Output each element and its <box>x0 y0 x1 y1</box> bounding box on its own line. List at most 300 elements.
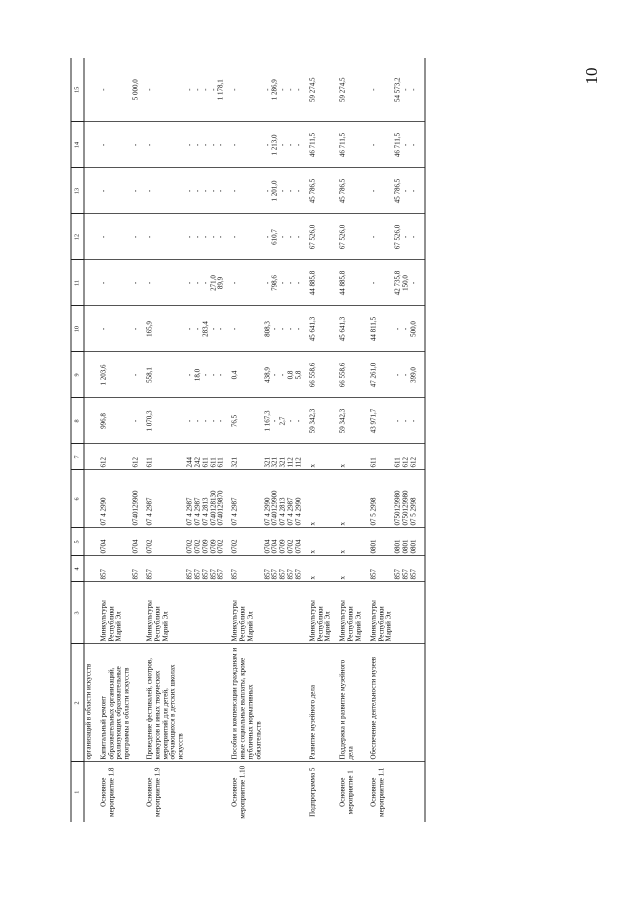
table-cell: 612 <box>94 444 132 470</box>
table-cell <box>84 260 94 306</box>
table-cell: 399,0 <box>410 352 424 398</box>
table-cell: 798,6 <box>272 260 280 306</box>
table-cell: 857 <box>410 556 424 582</box>
table-cell: 611 <box>140 444 186 470</box>
table-cell: 857 <box>94 556 132 582</box>
table-cell <box>202 762 210 822</box>
table-cell: 59 274,5 <box>334 58 364 122</box>
table-cell: 612 <box>133 444 141 470</box>
table-cell: - <box>94 214 132 260</box>
table-cell <box>133 582 141 644</box>
table-cell: Подпрограмма 5 <box>308 767 317 817</box>
table-cell: х <box>334 556 364 582</box>
table-row <box>364 58 394 822</box>
table-cell <box>218 582 226 644</box>
table-cell: 808,3 <box>264 306 272 352</box>
table-cell: 0740129870 <box>218 470 226 528</box>
table-cell: - <box>364 58 394 122</box>
column-header: 15 <box>71 58 84 122</box>
table-cell: 0740129900 <box>133 470 141 528</box>
table-cell: 558,1 <box>140 352 186 398</box>
column-header: 2 <box>71 644 84 762</box>
table-cell: - <box>133 168 141 214</box>
table-cell: - <box>140 58 186 122</box>
table-cell <box>295 762 303 822</box>
table-cell: - <box>264 122 272 168</box>
column-header: 1 <box>71 762 84 822</box>
table-cell: - <box>364 260 394 306</box>
table-cell: - <box>295 306 303 352</box>
table-cell: 244 <box>187 444 195 470</box>
table-cell: - <box>218 398 226 444</box>
table-cell <box>295 582 303 644</box>
table-cell: 857 <box>364 556 394 582</box>
table-cell: - <box>288 260 296 306</box>
table-cell: 46 711,5 <box>303 122 333 168</box>
table-cell <box>280 644 288 762</box>
table-cell: 07 4 2990 <box>295 470 303 528</box>
table-cell: 1 070,3 <box>140 398 186 444</box>
table-cell <box>264 644 272 762</box>
table-cell <box>84 168 94 214</box>
table-cell: - <box>410 398 424 444</box>
table-cell: 54 573,2 <box>395 58 403 122</box>
table-cell: - <box>202 58 210 122</box>
table-cell <box>395 762 403 822</box>
table-cell: - <box>218 306 226 352</box>
table-cell <box>295 644 303 762</box>
column-header: 12 <box>71 214 84 260</box>
table-cell: - <box>295 58 303 122</box>
table-cell: - <box>280 214 288 260</box>
table-cell: 0704 <box>295 528 303 556</box>
table-cell: - <box>410 58 424 122</box>
table-cell: 45 641,3 <box>334 306 364 352</box>
table-cell: - <box>295 214 303 260</box>
table-cell <box>84 352 94 398</box>
table-cell: 857 <box>218 556 226 582</box>
table-cell: Основное мероприятие 1.10 <box>230 765 247 819</box>
table-cell: - <box>280 260 288 306</box>
table-cell: - <box>295 122 303 168</box>
table-cell: 271,0 <box>210 260 218 306</box>
table-cell: - <box>202 398 210 444</box>
table-cell <box>410 644 424 762</box>
table-cell: х <box>334 528 364 556</box>
table-cell <box>187 762 195 822</box>
column-header: 13 <box>71 168 84 214</box>
table-cell <box>84 306 94 352</box>
table-cell: - <box>218 122 226 168</box>
table-cell: 45 786,5 <box>334 168 364 214</box>
table-cell: 0801 <box>364 528 394 556</box>
table-cell: - <box>210 398 218 444</box>
table-cell <box>280 582 288 644</box>
table-cell: - <box>295 260 303 306</box>
table-cell: 438,9 <box>264 352 272 398</box>
table-cell <box>84 444 94 470</box>
table-cell: организаций в области искусств <box>84 644 94 762</box>
table-cell: - <box>288 398 296 444</box>
table-cell <box>84 58 94 122</box>
table-cell: 45 786,5 <box>303 168 333 214</box>
table-cell: 112 <box>295 444 303 470</box>
table-cell: - <box>187 306 195 352</box>
table-cell: - <box>402 352 410 398</box>
table-cell: - <box>218 214 226 260</box>
table-cell: 0704 <box>272 528 280 556</box>
table-cell: - <box>288 214 296 260</box>
table-cell: 1 178,1 <box>218 58 226 122</box>
table-cell: - <box>210 306 218 352</box>
table-row <box>84 58 94 822</box>
table-cell: 67 526,0 <box>395 214 403 260</box>
table-cell: Обеспечение деятельности музеев <box>364 644 394 762</box>
table-cell: 611 <box>218 444 226 470</box>
table-cell: 0740129900 <box>272 470 280 528</box>
table-cell: - <box>272 398 280 444</box>
table-cell: - <box>140 168 186 214</box>
table-cell: Капитальный ремонт образовательных организаций, реализующих образовательные программы в области искусств <box>94 644 132 762</box>
table-cell: Основное мероприятие 1.9 <box>145 767 162 817</box>
table-cell: 0750129980 <box>395 470 403 528</box>
table-cell <box>84 122 94 168</box>
table-row <box>402 58 410 822</box>
table-cell: - <box>194 168 202 214</box>
table-body <box>84 58 425 822</box>
table-row <box>94 58 132 822</box>
table-cell: 0704 <box>133 528 141 556</box>
table-cell: - <box>280 122 288 168</box>
table-cell: х <box>303 470 333 528</box>
table-cell: 18,0 <box>194 352 202 398</box>
column-header: 4 <box>71 556 84 582</box>
table-row <box>218 58 226 822</box>
table-cell: 44 885,8 <box>303 260 333 306</box>
table-cell: 150,0 <box>402 260 410 306</box>
table-cell: - <box>94 168 132 214</box>
table-cell <box>84 556 94 582</box>
table-cell: - <box>410 260 424 306</box>
table-cell <box>280 762 288 822</box>
table-cell: 611 <box>202 444 210 470</box>
table-cell: 59 342,3 <box>334 398 364 444</box>
table-cell <box>84 582 94 644</box>
table-cell: Минкультуры Республики Марий Эл <box>94 582 132 644</box>
table-cell: 5 000,0 <box>133 58 141 122</box>
table-cell: 0702 <box>226 528 264 556</box>
table-cell: - <box>410 214 424 260</box>
table-cell <box>264 762 272 822</box>
table-cell <box>264 582 272 644</box>
table-cell: 0801 <box>410 528 424 556</box>
table-row <box>334 58 364 822</box>
table-cell <box>84 528 94 556</box>
table-cell: - <box>187 214 195 260</box>
table-cell: 857 <box>288 556 296 582</box>
table-cell: 45 641,3 <box>303 306 333 352</box>
table-cell: - <box>288 168 296 214</box>
table-cell: - <box>210 122 218 168</box>
table-cell: х <box>303 528 333 556</box>
table-cell: 611 <box>364 444 394 470</box>
table-cell: Минкультуры Республики Марий Эл <box>364 582 394 644</box>
table-cell: 611 <box>210 444 218 470</box>
table-cell: 44 811,5 <box>364 306 394 352</box>
table-cell: 857 <box>395 556 403 582</box>
table-cell: - <box>226 122 264 168</box>
table-cell: 500,0 <box>410 306 424 352</box>
table-cell <box>272 762 280 822</box>
table-cell: - <box>264 168 272 214</box>
table-cell: 66 558,6 <box>334 352 364 398</box>
table-cell: - <box>194 306 202 352</box>
table-cell: 67 526,0 <box>334 214 364 260</box>
table-cell: Минкультуры Республики Марий Эл <box>303 582 333 644</box>
table-row <box>194 58 202 822</box>
table-cell <box>133 644 141 762</box>
table-row <box>202 58 210 822</box>
table-cell: 321 <box>264 444 272 470</box>
table-cell: - <box>94 58 132 122</box>
table-cell: 44 885,8 <box>334 260 364 306</box>
column-header: 6 <box>71 470 84 528</box>
table-cell: - <box>288 58 296 122</box>
table-cell: - <box>264 260 272 306</box>
column-header: 8 <box>71 398 84 444</box>
table-cell: - <box>272 306 280 352</box>
table-cell: х <box>334 444 364 470</box>
table-cell: - <box>133 306 141 352</box>
table-cell <box>194 762 202 822</box>
column-header: 3 <box>71 582 84 644</box>
table-cell: 0740128130 <box>210 470 218 528</box>
table-cell: - <box>210 214 218 260</box>
table-cell: - <box>264 58 272 122</box>
table-cell: - <box>395 398 403 444</box>
table-cell: 857 <box>264 556 272 582</box>
table-row <box>303 58 333 822</box>
table-cell: 1 201,0 <box>272 168 280 214</box>
table-cell: 43 971,7 <box>364 398 394 444</box>
table-cell <box>218 762 226 822</box>
table-cell <box>402 644 410 762</box>
table-cell: 612 <box>410 444 424 470</box>
table-cell: - <box>94 306 132 352</box>
table-cell: - <box>226 306 264 352</box>
table-cell: 321 <box>226 444 264 470</box>
table-cell: - <box>280 168 288 214</box>
table-cell <box>288 582 296 644</box>
table-cell: - <box>94 122 132 168</box>
table-cell: - <box>194 214 202 260</box>
budget-table <box>71 58 426 822</box>
table-cell: - <box>280 352 288 398</box>
table-row <box>226 58 264 822</box>
table-cell: - <box>133 398 141 444</box>
table-cell <box>410 762 424 822</box>
table-cell: - <box>187 168 195 214</box>
table-cell <box>187 582 195 644</box>
table-cell: 857 <box>202 556 210 582</box>
table-cell: - <box>280 58 288 122</box>
table-cell: 0709 <box>210 528 218 556</box>
table-cell: - <box>140 214 186 260</box>
table-cell <box>194 582 202 644</box>
table-cell: 857 <box>295 556 303 582</box>
table-cell: - <box>194 58 202 122</box>
table-row <box>295 58 303 822</box>
table-cell: х <box>303 444 333 470</box>
table-header-row <box>71 58 84 822</box>
page-number: 10 <box>582 67 601 85</box>
table-cell <box>288 762 296 822</box>
table-cell: 07 4 2987 <box>187 470 195 528</box>
table-cell: - <box>187 122 195 168</box>
table-cell: 0702 <box>218 528 226 556</box>
table-cell: - <box>264 214 272 260</box>
column-header: 11 <box>71 260 84 306</box>
table-cell <box>395 582 403 644</box>
table-cell: 07 4 2813 <box>280 470 288 528</box>
table-cell: Минкультуры Республики Марий Эл <box>140 582 186 644</box>
table-cell: 07 5 2998 <box>364 470 394 528</box>
table-cell: - <box>288 122 296 168</box>
table-cell: Поддержка и развитие музейного дела <box>334 644 364 762</box>
table-cell <box>210 644 218 762</box>
table-cell: - <box>280 306 288 352</box>
table-cell: - <box>395 306 403 352</box>
table-cell: 0801 <box>402 528 410 556</box>
column-header: 5 <box>71 528 84 556</box>
table-cell: 1 213,0 <box>272 122 280 168</box>
table-cell: 07 5 2998 <box>410 470 424 528</box>
table-cell: - <box>133 260 141 306</box>
column-header: 14 <box>71 122 84 168</box>
table-cell <box>84 214 94 260</box>
table-cell: - <box>202 260 210 306</box>
table-cell: 0702 <box>140 528 186 556</box>
table-cell: 857 <box>133 556 141 582</box>
table-cell: - <box>187 352 195 398</box>
table-cell <box>272 582 280 644</box>
table-cell: х <box>303 556 333 582</box>
table-cell: - <box>402 168 410 214</box>
table-cell: 45 786,5 <box>395 168 403 214</box>
table-cell: - <box>133 352 141 398</box>
table-cell: 996,8 <box>94 398 132 444</box>
table-cell: 857 <box>140 556 186 582</box>
table-cell: - <box>218 352 226 398</box>
table-cell: - <box>187 260 195 306</box>
table-cell: 857 <box>402 556 410 582</box>
table-row <box>288 58 296 822</box>
table-cell: 857 <box>280 556 288 582</box>
column-header: 10 <box>71 306 84 352</box>
table-cell: 112 <box>288 444 296 470</box>
table-cell: - <box>402 214 410 260</box>
table-cell: 283,4 <box>202 306 210 352</box>
table-cell: - <box>94 260 132 306</box>
table-cell: - <box>140 122 186 168</box>
table-cell: 0702 <box>194 528 202 556</box>
table-cell <box>210 762 218 822</box>
table-cell: 857 <box>194 556 202 582</box>
table-cell: 0704 <box>94 528 132 556</box>
table-cell: 242 <box>194 444 202 470</box>
table-cell <box>84 762 94 822</box>
table-cell: - <box>194 398 202 444</box>
table-cell: Минкультуры Республики Марий Эл <box>334 582 364 644</box>
table-cell: 0750129980 <box>402 470 410 528</box>
table-cell: - <box>210 352 218 398</box>
table-cell: Развитие музейного дела <box>303 644 333 762</box>
table-cell: 0704 <box>264 528 272 556</box>
table-cell <box>84 470 94 528</box>
table-cell: 857 <box>187 556 195 582</box>
table-cell: - <box>295 398 303 444</box>
table-cell: - <box>395 352 403 398</box>
table-cell: - <box>210 168 218 214</box>
table-row <box>410 58 424 822</box>
table-cell: 1 167,3 <box>264 398 272 444</box>
table-cell: 07 4 2987 <box>288 470 296 528</box>
table-cell: - <box>194 260 202 306</box>
table-cell: - <box>226 58 264 122</box>
table-cell <box>202 644 210 762</box>
table-cell: - <box>187 58 195 122</box>
table-cell: 321 <box>272 444 280 470</box>
table-cell: х <box>334 470 364 528</box>
table-cell <box>210 582 218 644</box>
table-cell: - <box>288 306 296 352</box>
table-cell: - <box>402 58 410 122</box>
table-cell: 07 4 2990 <box>94 470 132 528</box>
table-cell <box>194 644 202 762</box>
table-cell <box>202 582 210 644</box>
table-row <box>395 58 403 822</box>
table-cell: Проведение фестивалей, смотров, конкурсов и иных творческих мероприятий для детей, обучающихся в детских школах искусств <box>140 644 186 762</box>
table-cell: - <box>194 122 202 168</box>
table-cell: Пособия и компенсации гражданам и иные социальные выплаты, кроме публичных нормативных обязательств <box>226 644 264 762</box>
table-row <box>280 58 288 822</box>
table-row <box>187 58 195 822</box>
table-cell: 165,9 <box>140 306 186 352</box>
table-cell: 66 558,6 <box>303 352 333 398</box>
table-cell: 47 261,0 <box>364 352 394 398</box>
table-cell: 07 4 2990 <box>264 470 272 528</box>
table-cell: 0709 <box>280 528 288 556</box>
table-cell: - <box>202 168 210 214</box>
table-cell: 0,4 <box>226 352 264 398</box>
table-cell: - <box>202 122 210 168</box>
table-cell: - <box>226 260 264 306</box>
table-cell: - <box>133 122 141 168</box>
table-cell: 857 <box>226 556 264 582</box>
table-cell <box>402 582 410 644</box>
table-cell: - <box>402 122 410 168</box>
table-cell <box>133 762 141 822</box>
table-row <box>272 58 280 822</box>
rotated-table-container <box>71 62 566 822</box>
table-cell: - <box>218 168 226 214</box>
table-row <box>133 58 141 822</box>
table-cell: - <box>226 214 264 260</box>
table-cell: 0,8 <box>288 352 296 398</box>
table-cell: - <box>133 214 141 260</box>
table-cell: 89,9 <box>218 260 226 306</box>
table-row <box>210 58 218 822</box>
